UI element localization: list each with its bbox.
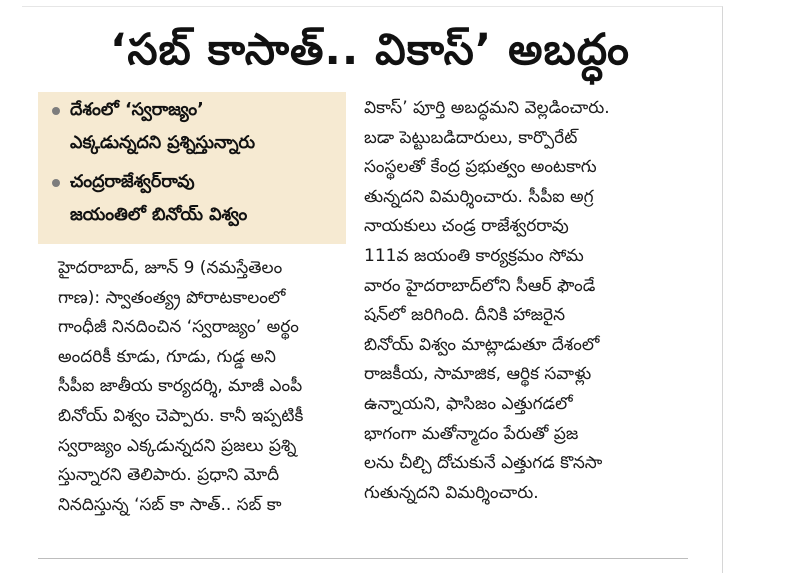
text-line: వికాస్‌’ పూర్తి అబద్ధమని వెల్లడించారు. [364, 98, 610, 118]
text-line: బినోయ్‌ విశ్వం మాట్లాడుతూ దేశంలో [364, 334, 600, 355]
highlights-box [38, 92, 346, 244]
text-line: ఉన్నాయని, ఫాసిజం ఎత్తుగడలో [364, 393, 573, 414]
text-line: గుతున్నదని విమర్శించారు. [364, 482, 539, 503]
text-line: నాయకులు చండ్ర రాజేశ్వరరావు [364, 216, 569, 237]
text-line: నినదిస్తున్న ‘సబ్‌ కా సాత్‌.. సబ్‌ కా [58, 494, 282, 515]
text-line: స్వరాజ్యం ఎక్కడున్నదని ప్రజలు ప్రశ్ని [58, 435, 297, 456]
highlight-line: జయంతిలో బినోయ్‌ విశ్వం [70, 205, 248, 225]
text-line: గాణ): స్వాతంత్య్ర పోరాటకాలంలో [58, 287, 286, 308]
highlight-item [52, 94, 342, 160]
article-column-left [58, 254, 358, 520]
text-line: లను చీల్చి దోచుకునే ఎత్తుగడ కొనసా [364, 453, 603, 474]
text-line: బినోయ్‌ విశ్వం చెప్పారు. కానీ ఇప్పటికీ [58, 405, 304, 426]
bullet-icon [52, 179, 60, 187]
headline: ‘సబ్‌ కాసాత్‌.. వికాస్‌’ అబద్ధం [110, 25, 630, 75]
text-line: సంస్థలతో కేంద్ర ప్రభుత్వం అంటకాగు [364, 157, 597, 178]
text-line: వారం హైదరాబాద్‌లోని సీఆర్‌ ఫౌండే [364, 275, 596, 296]
text-line: రాజకీయ, సామాజిక, ఆర్థిక సవాళ్లు [364, 364, 592, 385]
text-line: సీపీఐ జాతీయ కార్యదర్శి, మాజీ ఎంపీ [58, 376, 303, 397]
highlight-item [52, 166, 342, 232]
text-line: హైదరాబాద్‌, జూన్‌ 9 (నమస్తేతెలం [58, 258, 283, 278]
article-column-right [364, 94, 694, 508]
highlight-line: దేశంలో ‘స్వరాజ్యం’ [70, 100, 204, 120]
text-line: షన్‌లో జరిగింది. దీనికి హాజరైన [364, 305, 566, 326]
text-line: అందరికీ కూడు, గూడు, గుడ్డ అని [58, 346, 276, 367]
text-line: గాంధీజీ నినదించిన ‘స్వరాజ్యం’ అర్థం [58, 317, 299, 338]
bullet-icon [52, 107, 60, 115]
highlight-line: చంద్రరాజేశ్వర్‌రావు [70, 172, 195, 192]
text-line: భాగంగా మతోన్మాదం పేరుతో ప్రజ [364, 423, 579, 444]
text-line: స్తున్నారని తెలిపారు. ప్రధాని మోదీ [58, 465, 280, 486]
text-line: బడా పెట్టుబడిదారులు, కార్పొరేట్‌ [364, 127, 578, 148]
bottom-divider [38, 558, 688, 559]
text-line: 111వ జయంతి కార్యక్రమం సోమ [364, 245, 584, 266]
highlight-line: ఎక్కడున్నదని ప్రశ్నిస్తున్నారు [70, 133, 255, 153]
text-line: తున్నదని విమర్శించారు. సీపీఐ అగ్ర [364, 186, 594, 207]
